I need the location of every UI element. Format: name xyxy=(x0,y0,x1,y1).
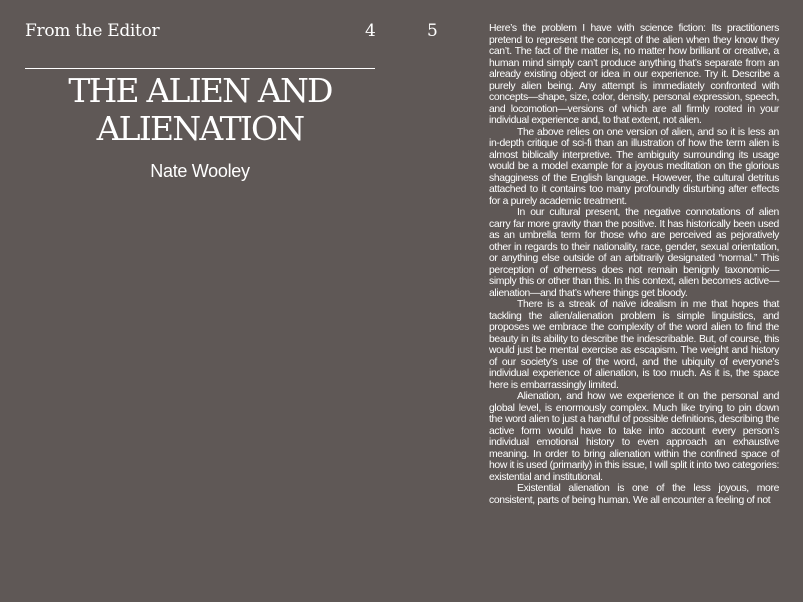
page-number-right: 5 xyxy=(427,21,438,41)
body-paragraph-5: Alienation, and how we experience it on the personal and global level, is enormously complex. Much like trying to pin down the word alien to just a handful of possible definitions, describing the active form would have to take into account every person’s individual emotional history to even approach an exhaustive meaning. In order to bring alienation within the confined space of how it is used (primarily) in this issue, I will split it into two categories: existential and institutional. xyxy=(489,391,779,483)
body-paragraph-6: Existential alienation is one of the less joyous, more consistent, parts of being human. We all encounter a feeling of not xyxy=(489,483,779,506)
article-author: Nate Wooley xyxy=(150,161,250,181)
body-paragraph-3: In our cultural present, the negative connotations of alien carry far more gravity than the positive. It has historically been used as an umbrella term for those who are perceived as pejoratively other in regards to their nationality, race, gender, sexual orientation, or anything else outside of an arbitrarily designated “normal.” This perception of otherness does not remain benignly taxonomic—simply this or other than this. In this context, alien becomes active—alienation—and that’s where things get bloody. xyxy=(489,207,779,299)
section-label: From the Editor xyxy=(25,21,160,41)
article-title: THE ALIEN AND ALIENATION xyxy=(68,71,332,148)
page-number-left: 4 xyxy=(365,21,376,41)
article-body xyxy=(489,23,779,506)
body-paragraph-2: The above relies on one version of alien, and so it is less an in-depth critique of sci-fi than an illustration of how the term alien is almost biblically interpretive. The ambiguity surrounding its usage would be a model example for a joyous meditation on the glorious shagginess of the English language. However, the cultural detritus attached to it contains too many profoundly disturbing after effects for a purely academic treatment. xyxy=(489,126,779,207)
title-rule xyxy=(25,68,375,69)
body-paragraph-1: Here’s the problem I have with science fiction: Its practitioners pretend to represent the concept of the alien when they know they can’t. The fact of the matter is, no matter how brilliant or creative, a human mind simply can’t produce anything that’s separate from an already existing object or idea in our experience. Try it. Describe a purely alien being. Any attempt is immediately confronted with concepts—shape, size, color, density, personal expression, speech, and locomotion—versions of which are all firmly rooted in your individual experience and, to that extent, not alien. xyxy=(489,23,779,126)
body-paragraph-4: There is a streak of naïve idealism in me that hopes that tackling the alien/alienation problem is simple linguistics, and proposes we embrace the complexity of the word alien to find the beauty in its ability to describe the indescribable. But, of course, this would just be mental exercise as escapism. The weight and history of our society’s use of the word, and the ubiquity of everyone’s individual experience of alienation, is too much. As it is, the space here is embarrassingly limited. xyxy=(489,299,779,391)
